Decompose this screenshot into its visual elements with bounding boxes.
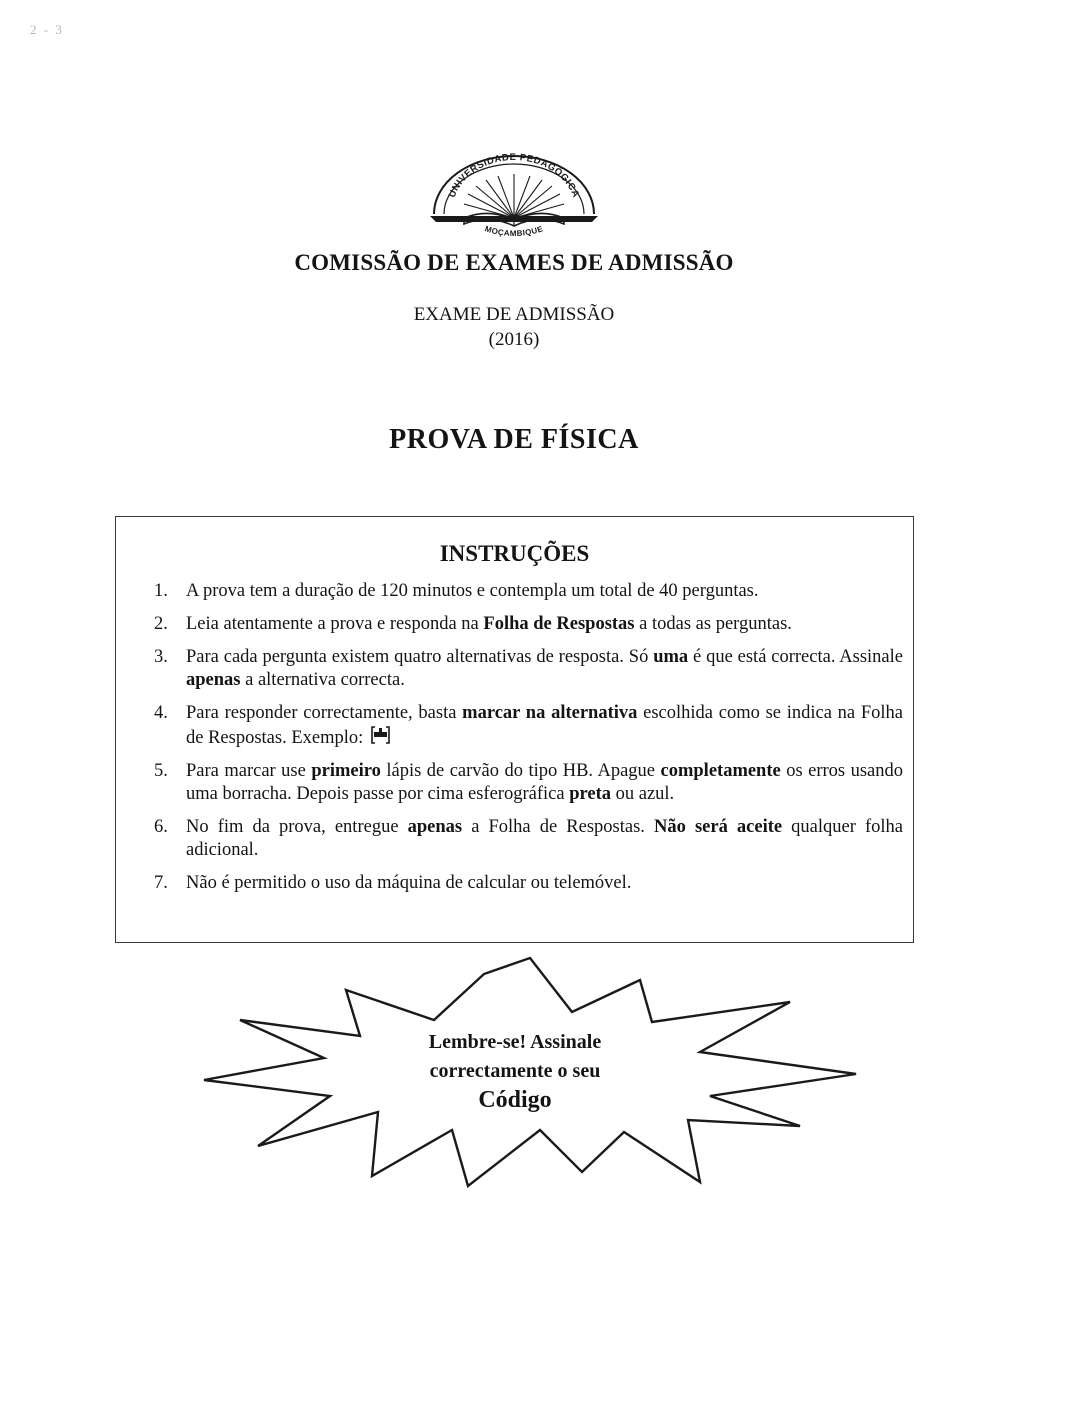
instruction-text: escolhida como se indica na Folha de Respostas. Exemplo: bbox=[186, 703, 903, 748]
instruction-text: a Folha de Respostas. bbox=[462, 817, 654, 837]
instruction-text: Para marcar use bbox=[186, 761, 312, 781]
instruction-bold-text: primeiro bbox=[311, 761, 381, 781]
instruction-bold-text: preta bbox=[569, 784, 611, 804]
reminder-text bbox=[390, 1028, 640, 1115]
instruction-bold-text: apenas bbox=[407, 817, 463, 837]
exam-year: (2016) bbox=[488, 329, 540, 350]
instructions-list bbox=[116, 580, 913, 905]
subject-title: PROVA DE FÍSICA bbox=[389, 424, 639, 455]
instruction-item bbox=[116, 613, 913, 636]
instruction-bold-text: Não será aceite bbox=[654, 817, 783, 837]
logo-bottom-text: MOÇAMBIQUE bbox=[483, 224, 545, 239]
instruction-number: 3. bbox=[154, 647, 168, 667]
university-logo bbox=[424, 152, 604, 252]
instruction-text: A prova tem a duração de 120 minutos e contempla um total de 40 perguntas. bbox=[186, 581, 759, 601]
instruction-text: Para cada pergunta existem quatro alternativas de resposta. Só bbox=[186, 647, 654, 667]
instruction-text: Para responder correctamente, basta bbox=[186, 703, 463, 723]
reminder-line-3: Código bbox=[478, 1087, 552, 1113]
exam-title-block bbox=[0, 302, 1028, 352]
instruction-number: 7. bbox=[154, 873, 168, 893]
commission-title: COMISSÃO DE EXAMES DE ADMISSÃO bbox=[294, 250, 734, 275]
instruction-bold-text: marcar na alternativa bbox=[462, 703, 638, 723]
instruction-text: Não é permitido o uso da máquina de calcular ou telemóvel. bbox=[186, 873, 632, 893]
example-marked-box-icon bbox=[371, 725, 390, 745]
instruction-text: é que está correcta. Assinale bbox=[688, 647, 903, 667]
instruction-text: a alternativa correcta. bbox=[240, 670, 405, 690]
instruction-text: lápis de carvão do tipo HB. Apague bbox=[380, 761, 661, 781]
instruction-number: 6. bbox=[154, 817, 168, 837]
instruction-bold-text: uma bbox=[653, 647, 689, 667]
instruction-bold-text: completamente bbox=[660, 761, 781, 781]
reminder-starburst bbox=[200, 950, 860, 1200]
exam-title: EXAME DE ADMISSÃO bbox=[413, 304, 615, 325]
instruction-text: os erros usando uma borracha. Depois passe por cima esferográfica bbox=[186, 761, 904, 804]
instruction-number: 4. bbox=[154, 703, 168, 723]
instruction-text: ou azul. bbox=[611, 784, 675, 804]
logo-arc-text: UNIVERSIDADE PEDAGÓGICA bbox=[446, 152, 582, 200]
instruction-number: 2. bbox=[154, 614, 168, 634]
instruction-bold-text: apenas bbox=[186, 670, 241, 690]
instruction-item bbox=[116, 646, 913, 692]
instruction-item bbox=[116, 702, 913, 750]
instruction-text: Leia atentamente a prova e responda na bbox=[186, 614, 484, 634]
instruction-number: 5. bbox=[154, 761, 168, 781]
instruction-number: 1. bbox=[154, 581, 168, 601]
instruction-item bbox=[116, 816, 913, 862]
reminder-line-1: Lembre-se! Assinale bbox=[428, 1031, 602, 1053]
instruction-text: a todas as perguntas. bbox=[634, 614, 792, 634]
instruction-item bbox=[116, 580, 913, 603]
corner-pencil-mark: 2 - 3 bbox=[30, 22, 64, 37]
instruction-text: No fim da prova, entregue bbox=[186, 817, 408, 837]
reminder-line-2: correctamente o seu bbox=[429, 1060, 601, 1082]
instructions-heading: INSTRUÇÕES bbox=[439, 541, 590, 566]
instruction-text: qualquer folha adicional. bbox=[186, 817, 903, 860]
instructions-box bbox=[115, 516, 914, 943]
instruction-bold-text: Folha de Respostas bbox=[483, 614, 635, 634]
instruction-item bbox=[116, 872, 913, 895]
instruction-item bbox=[116, 760, 913, 806]
